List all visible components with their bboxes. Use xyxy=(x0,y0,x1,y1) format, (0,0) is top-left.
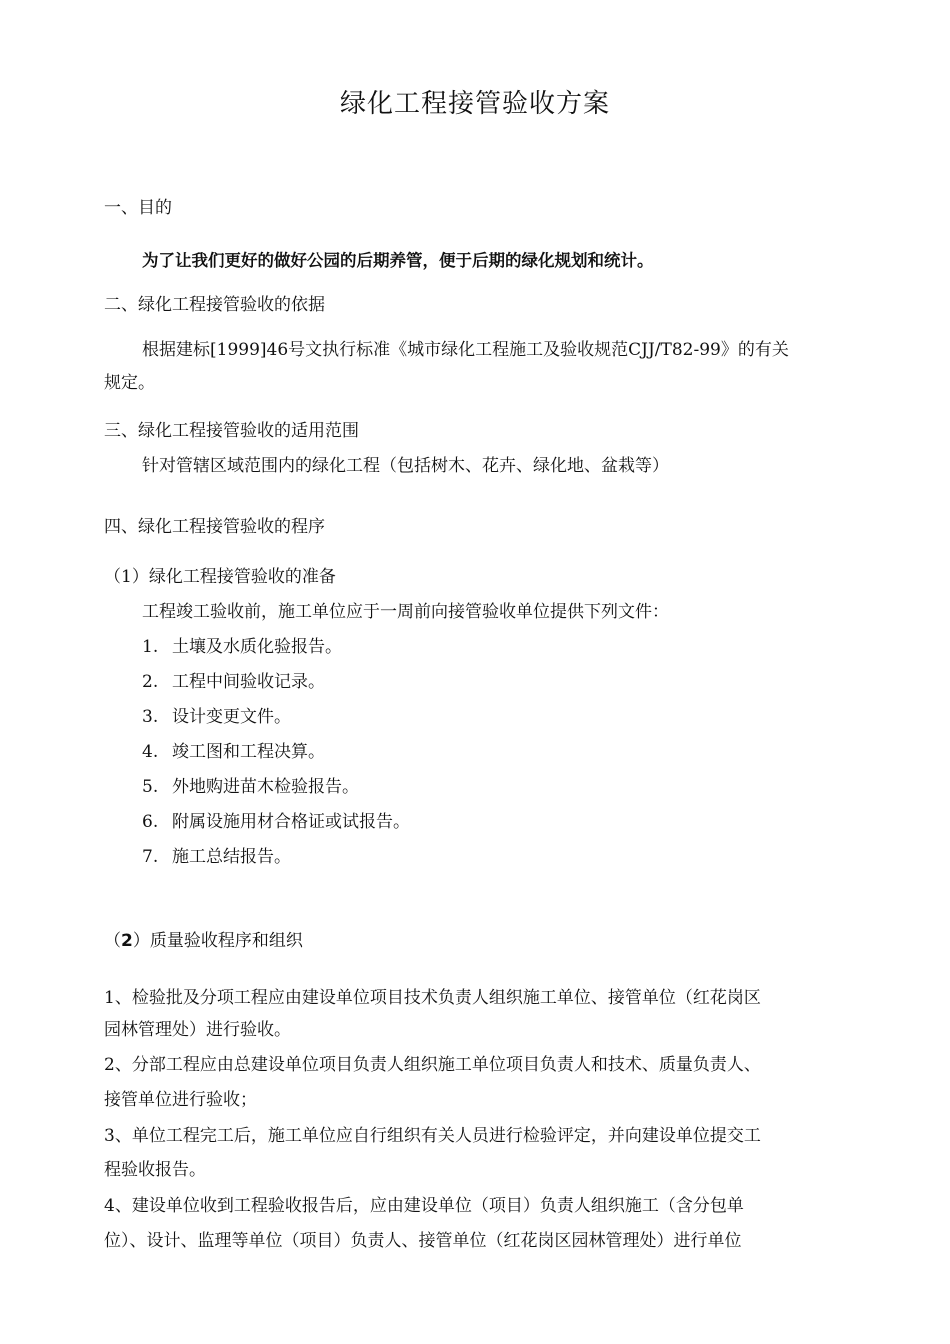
list-item-text: 设计变更文件。 xyxy=(172,707,291,727)
paragraph-line: 2、分部工程应由总建设单位项目负责人组织施工单位项目负责人和技术、质量负责人、 xyxy=(104,1055,761,1075)
sub1-intro: 工程竣工验收前，施工单位应于一周前向接管验收单位提供下列文件： xyxy=(142,602,669,622)
section2-body-line2: 规定。 xyxy=(104,373,155,393)
section1-heading: 一、目的 xyxy=(104,198,172,218)
section2-body-line1: 根据建标[1999]46号文执行标准《城市绿化工程施工及验收规范CJJ/T82-99》的有关 xyxy=(142,340,789,360)
list-item-number: 4. xyxy=(142,742,159,762)
list-item-text: 工程中间验收记录。 xyxy=(172,672,325,692)
list-item-text: 外地购进苗木检验报告。 xyxy=(172,777,359,797)
list-item-number: 2. xyxy=(142,672,159,692)
paragraph-line: 位）、设计、监理等单位（项目）负责人、接管单位（红花岗区园林管理处）进行单位 xyxy=(104,1231,742,1251)
sub2-heading xyxy=(104,928,303,954)
section1-body: 为了让我们更好的做好公园的后期养管，便于后期的绿化规划和统计。 xyxy=(142,251,654,270)
list-item xyxy=(142,844,291,870)
sub2-heading-number: 2 xyxy=(121,931,133,951)
list-item-text: 竣工图和工程决算。 xyxy=(172,742,325,762)
list-item-number: 5. xyxy=(142,777,159,797)
list-item xyxy=(142,809,410,835)
list-item-text: 附属设施用材合格证或试报告。 xyxy=(172,812,410,832)
section3-heading: 三、绿化工程接管验收的适用范围 xyxy=(104,421,359,441)
list-item-text: 施工总结报告。 xyxy=(172,847,291,867)
section2-heading: 二、绿化工程接管验收的依据 xyxy=(104,295,325,315)
paragraph-line: 4、建设单位收到工程验收报告后，应由建设单位（项目）负责人组织施工（含分包单 xyxy=(104,1196,744,1216)
list-item xyxy=(142,704,291,730)
list-item xyxy=(142,774,359,800)
section3-body: 针对管辖区域范围内的绿化工程（包括树木、花卉、绿化地、盆栽等） xyxy=(142,456,669,476)
list-item xyxy=(142,739,325,765)
sub2-heading-open: （ xyxy=(104,931,121,951)
sub1-heading: （1）绿化工程接管验收的准备 xyxy=(104,567,336,587)
paragraph-line: 程验收报告。 xyxy=(104,1160,206,1180)
list-item xyxy=(142,669,325,695)
list-item-number: 1. xyxy=(142,637,159,657)
list-item-number: 7. xyxy=(142,847,159,867)
list-item-number: 3. xyxy=(142,707,159,727)
paragraph-line: 3、单位工程完工后，施工单位应自行组织有关人员进行检验评定，并向建设单位提交工 xyxy=(104,1126,761,1146)
list-item xyxy=(142,634,342,660)
sub2-heading-text: ）质量验收程序和组织 xyxy=(132,931,303,951)
list-item-number: 6. xyxy=(142,812,159,832)
paragraph-line: 接管单位进行验收； xyxy=(104,1090,257,1110)
list-item-text: 土壤及水质化验报告。 xyxy=(172,637,342,657)
section4-heading: 四、绿化工程接管验收的程序 xyxy=(104,517,325,537)
document-title: 绿化工程接管验收方案 xyxy=(339,89,610,119)
paragraph-line: 园林管理处）进行验收。 xyxy=(104,1020,291,1040)
paragraph-line: 1、检验批及分项工程应由建设单位项目技术负责人组织施工单位、接管单位（红花岗区 xyxy=(104,988,761,1008)
